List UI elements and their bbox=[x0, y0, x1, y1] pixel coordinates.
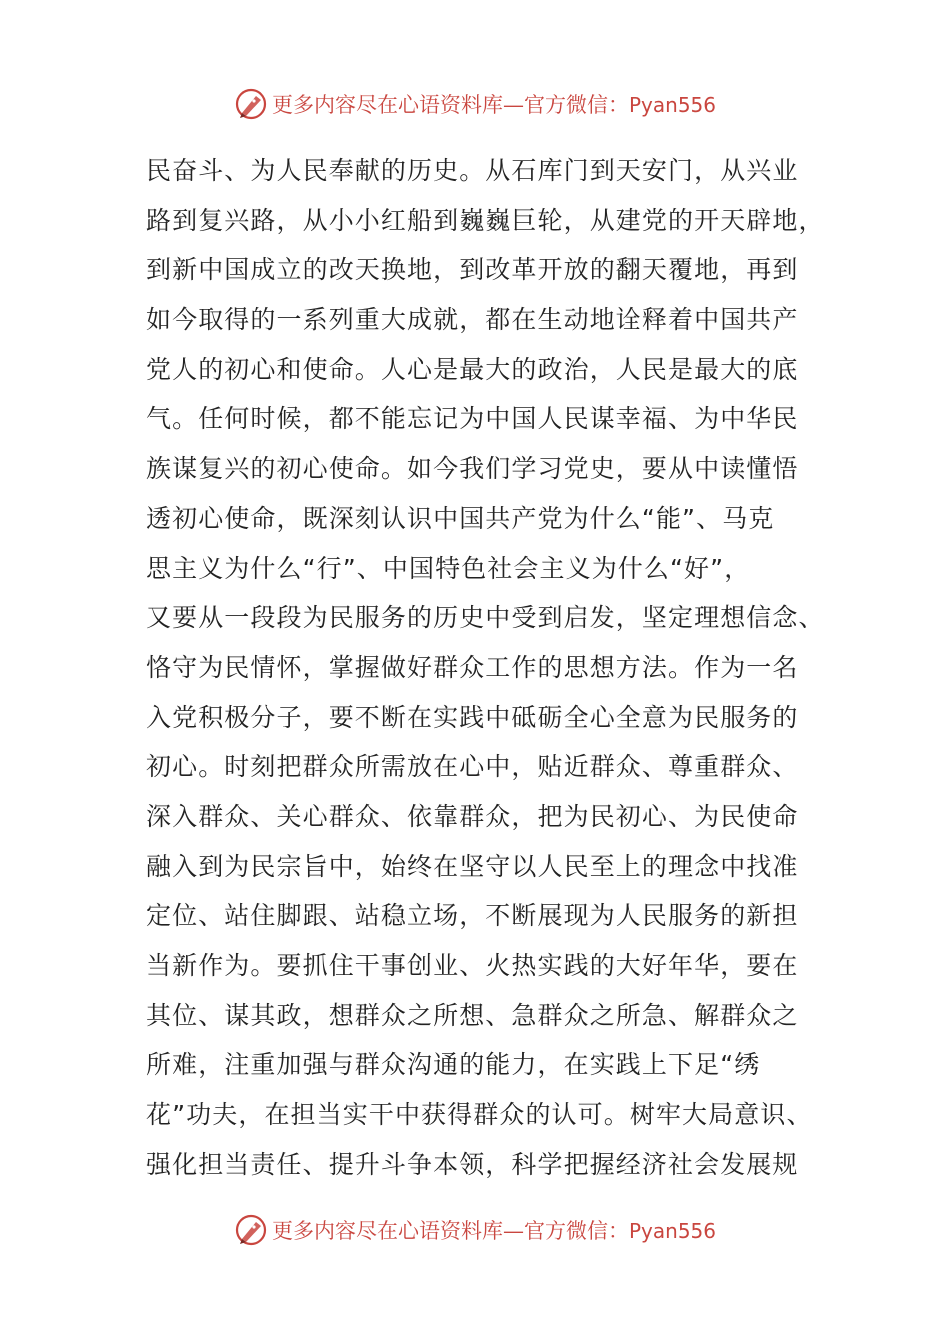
pen-nib-logo-icon bbox=[234, 87, 268, 121]
wechat-handle: Pyan556 bbox=[628, 1219, 716, 1243]
footer-banner-text: 更多内容尽在心语资料库—官方微信：Pyan556 bbox=[271, 1219, 716, 1243]
header-banner bbox=[0, 84, 950, 124]
text-line: 强化担当责任、提升斗争本领，科学把握经济社会发展规 bbox=[146, 1149, 799, 1179]
text-line: 又要从一段段为民服务的历史中受到启发，坚定理想信念、 bbox=[146, 603, 825, 633]
text-line: 所难，注重加强与群众沟通的能力，在实践上下足“绣 bbox=[146, 1050, 761, 1080]
banner-text: 更多内容尽在心语资料库—官方微信：Pyan556 bbox=[271, 93, 716, 117]
text-line: 初心。时刻把群众所需放在心中，贴近群众、尊重群众、 bbox=[146, 752, 799, 782]
text-line: 思主义为什么“行”、中国特色社会主义为什么“好”， bbox=[146, 553, 751, 583]
text-line: 其位、谋其政，想群众之所想、急群众之所急、解群众之 bbox=[146, 1000, 799, 1030]
text-line: 透初心使命，既深刻认识中国共产党为什么“能”、马克 bbox=[146, 503, 775, 533]
text-line: 族谋复兴的初心使命。如今我们学习党史，要从中读懂悟 bbox=[146, 454, 799, 484]
text-line: 到新中国成立的改天换地，到改革开放的翻天覆地，再到 bbox=[146, 255, 799, 285]
wechat-handle: Pyan556 bbox=[628, 93, 716, 117]
text-line: 定位、站住脚跟、站稳立场，不断展现为人民服务的新担 bbox=[146, 901, 799, 931]
text-line: 党人的初心和使命。人心是最大的政治，人民是最大的底 bbox=[146, 354, 799, 384]
text-line: 入党积极分子，要不断在实践中砥砺全心全意为民服务的 bbox=[146, 702, 799, 732]
text-line: 当新作为。要抓住干事创业、火热实践的大好年华，要在 bbox=[146, 951, 799, 980]
footer-banner bbox=[0, 1210, 950, 1250]
text-line: 融入到为民宗旨中，始终在坚守以人民至上的理念中找准 bbox=[146, 851, 799, 881]
pen-nib-logo-icon bbox=[234, 1213, 268, 1247]
text-line: 如今取得的一系列重大成就，都在生动地诠释着中国共产 bbox=[146, 305, 799, 335]
text-line: 气。任何时候，都不能忘记为中国人民谋幸福、为中华民 bbox=[146, 404, 799, 434]
text-line: 花”功夫，在担当实干中获得群众的认可。树牢大局意识、 bbox=[146, 1100, 813, 1130]
text-line: 恪守为民情怀，掌握做好群众工作的思想方法。作为一名 bbox=[146, 652, 799, 682]
text-line: 深入群众、关心群众、依靠群众，把为民初心、为民使命 bbox=[146, 801, 799, 831]
text-line: 路到复兴路，从小小红船到巍巍巨轮，从建党的开天辟地， bbox=[146, 205, 825, 235]
document-body bbox=[146, 146, 825, 1189]
text-line: 民奋斗、为人民奉献的历史。从石库门到天安门，从兴业 bbox=[146, 156, 799, 185]
